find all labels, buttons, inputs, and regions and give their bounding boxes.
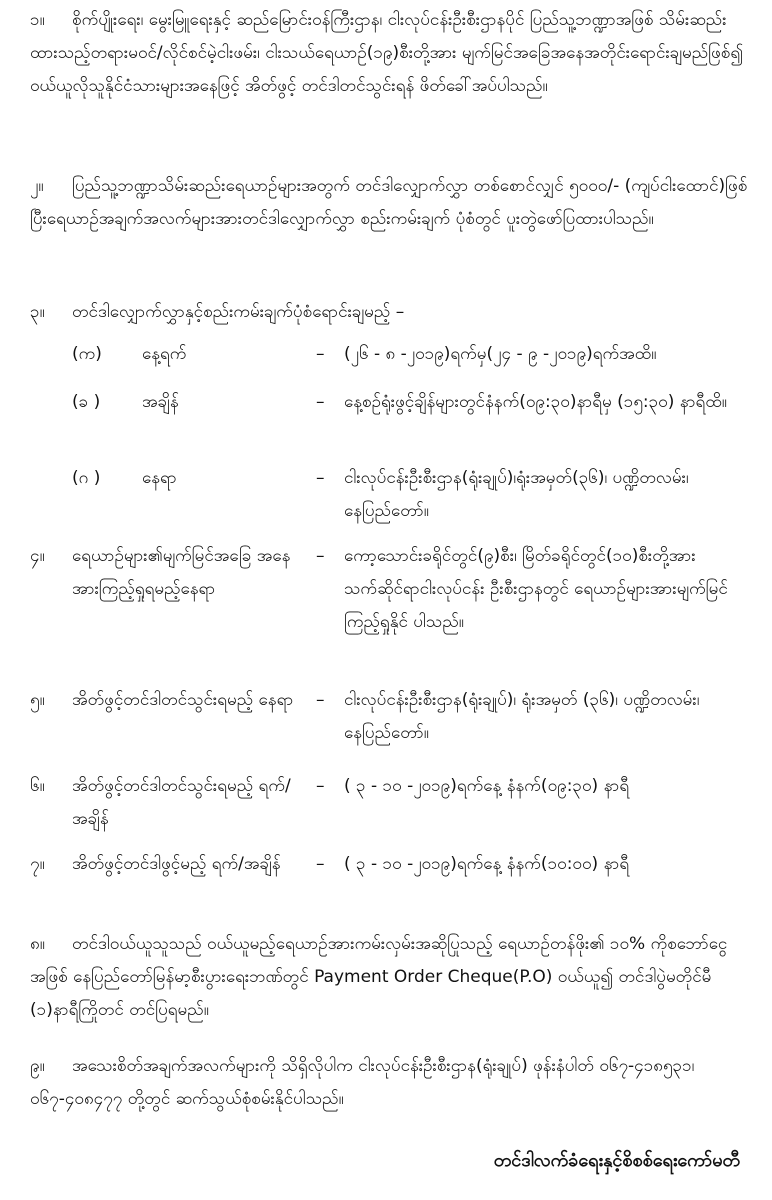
item-index: (ခ ) [72,392,101,412]
item-dash: – [316,392,325,412]
item-dash: – [316,468,325,488]
list-item [0,462,772,532]
paragraph-2 [30,170,750,236]
paragraph-number: ၈။ [30,934,45,954]
item-label: အချိန် [142,392,179,412]
item-label: အိတ်ဖွင့်တင်ဒါဖွင့်မည့် ရက်/အချိန် [72,854,281,874]
item-dash: – [316,344,325,364]
list-item [0,386,772,456]
paragraph-title: တင်ဒါလျှောက်လွှာနှင့်စည်းကမ်းချက်ပုံစံရောင်းချမည့် – [72,302,405,322]
paragraph-text: ပြည်သူ့ဘဏ္ဍာသိမ်းဆည်းရေယာဉ်များအတွက် တင်ဒါလျှောက်လွှာ တစ်စောင်လျှင် ၅၀၀၀/- (ကျပ်ငါးထောင်)ဖြစ်ပြီးရေယာဉ်အချက်အလက်များအားတင်ဒါလျှောက်လွှာ စည်းကမ်းချက် ပုံစံတွင် ပူးတွဲဖော်ပြထားပါသည်။ [30,176,748,229]
paragraph-1 [30,4,750,103]
paragraph-number: ၉။ [30,1056,45,1076]
paragraph-5 [0,684,772,754]
paragraph-number: ၅။ [30,690,45,710]
item-index: (ဂ ) [72,468,101,488]
paragraph-6 [0,770,772,840]
item-dash: – [316,776,325,796]
item-label: ရေယာဉ်များ၏မျက်မြင်အခြေ အနေအားကြည့်ရှုရမည့်နေရာ [72,546,291,599]
item-value: နေ့စဉ်ရုံးဖွင့်ချိန်များတွင်နံနက်(၀၉:၃၀)နာရီမှ (၁၅:၃၀) နာရီထိ။ [344,392,727,412]
paragraph-number: ၂။ [30,176,44,196]
item-label: နေရာ [142,468,177,488]
item-dash: – [316,690,325,710]
paragraph-7 [0,848,772,918]
item-label: အိတ်ဖွင့်တင်ဒါတင်သွင်းရမည့် နေရာ [72,690,294,710]
paragraph-number: ၁။ [30,10,45,30]
item-label: နေ့ရက် [142,344,187,364]
committee-signature: တင်ဒါလက်ခံရေးနှင့်စိစစ်ရေးကော်မတီ [493,1150,740,1171]
paragraph-text: တင်ဒါဝယ်ယူသူသည် ဝယ်ယူမည့်ရေယာဉ်အားကမ်းလှမ်းအဆိုပြုသည့် ရေယာဉ်တန်ဖိုး၏ ၁၀% ကိုစဘော်ငွေအဖြစ် နေပြည်တော်မြန်မာ့စီးပွားရေးဘဏ်တွင် Payment Order Cheque(P.O) ဝယ်ယူ၍ တင်ဒါပွဲမတိုင်မီ (၁)နာရီကြိုတင် တင်ပြရမည်။ [30,934,728,1020]
item-value: ( ၃ - ၁၀ -၂၀၁၉)ရက်နေ့ နံနက်(၀၉:၃၀) နာရီ [344,776,630,796]
item-value: ကော့သောင်းခရိုင်တွင်(၉)စီး၊ မြိတ်ခရိုင်တွင်(၁၀)စီးတို့အားသက်ဆိုင်ရာငါးလုပ်ငန်း ဦးစီးဌာနတွင် ရေယာဉ်များအားမျက်မြင်ကြည့်ရှုနိုင် ပါသည်။ [344,546,728,632]
paragraph-number: ၆။ [30,776,45,796]
paragraph-8 [30,928,750,1027]
paragraph-text: စိုက်ပျိုးရေး၊ မွေးမြူရေးနှင့် ဆည်မြောင်းဝန်ကြီးဌာန၊ ငါးလုပ်ငန်းဦးစီးဌာနပိုင် ပြည်သူ့ဘဏ္ဍာအဖြစ် သိမ်းဆည်းထားသည့်တရားမဝင်/လိုင်စင်မဲ့ငါးဖမ်း၊ ငါးသယ်ရေယာဉ်(၁၉)စီးတို့အား မျက်မြင်အခြေအနေအတိုင်းရောင်းချမည်ဖြစ်၍ ဝယ်ယူလိုသူနိုင်ငံသားများအနေဖြင့် အိတ်ဖွင့် တင်ဒါတင်သွင်းရန် ဖိတ်ခေါ်အပ်ပါသည်။ [30,10,744,96]
paragraph-number: ၇။ [30,854,45,874]
item-dash: – [316,854,325,874]
paragraph-3 [30,296,750,329]
paragraph-number: ၃။ [30,302,45,322]
item-value: ( ၃ - ၁၀ -၂၀၁၉)ရက်နေ့ နံနက်(၁၀:၀၀) နာရီ [344,854,630,874]
item-dash: – [316,546,325,566]
item-label: အိတ်ဖွင့်တင်ဒါတင်သွင်းရမည့် ရက်/အချိန် [72,776,291,829]
item-value: ငါးလုပ်ငန်းဦးစီးဌာန(ရုံးချုပ်)၊ ရုံးအမှတ် (၃၆)၊ ပဏ္ဍိတလမ်း၊ နေပြည်တော်။ [344,690,700,743]
paragraph-text: အသေးစိတ်အချက်အလက်များကို သိရှိလိုပါက ငါးလုပ်ငန်းဦးစီးဌာန(ရုံးချုပ်) ဖုန်းနံပါတ် ၀၆၇-၄၁၈၅၃၁၊ ၀၆၇-၄၀၈၄၇၇ တို့တွင် ဆက်သွယ်စုံစမ်းနိုင်ပါသည်။ [30,1056,695,1109]
list-item [0,338,772,378]
paragraph-number: ၄။ [30,546,45,566]
item-index: (က) [72,344,102,364]
item-value: (၂၆ - ၈ -၂၀၁၉)ရက်မှ(၂၄ - ၉ -၂၀၁၉)ရက်အထိ။ [344,344,657,364]
paragraph-4 [0,540,772,670]
item-value: ငါးလုပ်ငန်းဦးစီးဌာန(ရုံးချုပ်)၊ရုံးအမှတ်(၃၆)၊ ပဏ္ဍိတလမ်း၊ နေပြည်တော်။ [344,468,689,521]
paragraph-9 [30,1050,750,1116]
